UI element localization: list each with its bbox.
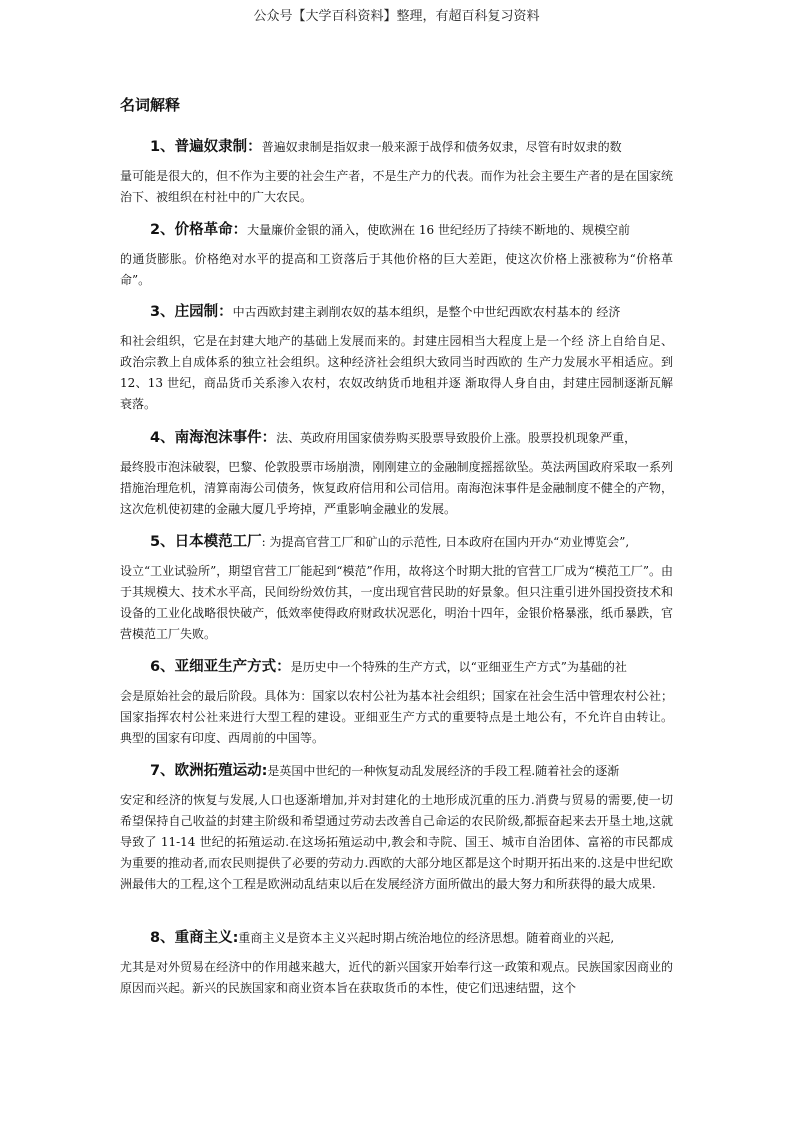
- entry-body: 和社会组织，它是在封建大地产的基础上发展而来的。封建庄园相当大程度上是一个经 济上自给自足、政治宗教上自成体系的独立社会组织。这种经济社会组织大致同当时西欧的 生产力发展水平相适应。到 12、13 世纪，商品货币关系渗入农村，农奴改纳货币地租并逐 渐取得人身自由，封建庄园制逐渐瓦解衰落。: [120, 334, 673, 411]
- entry-term: 2、价格革命：: [150, 222, 248, 238]
- entry-4: [120, 428, 673, 520]
- entry-term: 6、亚细亚生产方式：: [150, 659, 291, 675]
- entry-2: [120, 220, 673, 291]
- entry-3: [120, 302, 673, 415]
- entry-term: 4、南海泡沫事件：: [150, 430, 277, 446]
- entry-body: 设立“工业试验所”，期望官营工厂能起到“模范”作用，故将这个时期大批的官营工厂成为“模范工厂”。由于其规模大、技术水平高，民间纷纷效仿其，一度出现官营民助的好景象。但只注重引进外国投资技术和设备的工业化战略很快破产，低效率使得政府财政状况恶化，明治十四年，金银价格暴涨，纸币暴跌，官营模范工厂失败。: [120, 564, 673, 641]
- entry-body: 量可能是很大的，但不作为主要的社会生产者，不是生产力的代表。而作为社会主要生产者的是在国家统治下、被组织在村社中的广大农民。: [120, 169, 673, 204]
- entry-term: 7、欧洲拓殖运动:: [150, 763, 268, 779]
- entry-term: 5、日本模范工厂: [150, 534, 262, 550]
- section-title: 名词解释: [120, 96, 181, 114]
- entry-first-line: 是历史中一个特殊的生产方式，以“亚细亚生产方式”为基础的社: [290, 660, 627, 674]
- entry-first-line: 中古西欧封建主剥削农奴的基本组织，是整个中世纪西欧农村基本的 经济: [232, 305, 621, 319]
- entry-first-line: 普遍奴隶制是指奴隶一般来源于战俘和债务奴隶，尽管有时奴隶的数: [261, 140, 622, 154]
- entry-first-line: 大量廉价金银的涌入，使欧洲在 16 世纪经历了持续不断地的、规模空前: [247, 223, 630, 237]
- entry-body: 最终股市泡沫破裂，巴黎、伦敦股票市场崩溃，刚刚建立的金融制度摇摇欲坠。英法两国政府采取一系列措施治理危机，清算南海公司债务，恢复政府信用和公司信用。南海泡沫事件是金融制度不健全的产物，这次危机使初建的金融大厦几乎垮掉，严重影响金融业的发展。: [120, 460, 673, 516]
- entry-1: [120, 137, 673, 208]
- entry-8: [120, 928, 673, 999]
- entry-first-line: 是英国中世纪的一种恢复动乱发展经济的手段工程.随着社会的逐渐: [267, 764, 620, 778]
- entry-body: 会是原始社会的最后阶段。具体为：国家以农村公社为基本社会组织；国家在社会生活中管理农村公社；国家指挥农村公社来进行大型工程的建设。亚细亚生产方式的重要特点是土地公有，不允许自由转让。 典型的国家有印度、西周前的中国等。: [120, 689, 673, 745]
- entry-6: [120, 657, 673, 749]
- entry-term: 1、普遍奴隶制：: [150, 139, 262, 155]
- entry-body: 的通货膨胀。价格绝对水平的提高和工资落后于其他价格的巨大差距，使这次价格上涨被称为“价格革命”。: [120, 252, 673, 287]
- entry-body: 安定和经济的恢复与发展,人口也逐渐增加,并对封建化的土地形成沉重的压力.消费与贸易的需要,使一切希望保持自己收益的封建主阶级和希望通过劳动去改善自己命运的农民阶级,都振奋起来去开垦土地,这就导致了 11-14 世纪的拓殖运动.在这场拓殖运动中,教会和寺院、国王、城市自治团体、富裕的市民都成为重要的推动者,而农民则提供了必要的劳动力.西欧的大部分地区都是这个时期开拓出来的.这是中世纪欧洲最伟大的工程,这个工程是欧洲动乱结束以后在发展经济方面所做出的最大努力和所获得的最大成果.: [120, 793, 673, 891]
- entry-first-line: 重商主义是资本主义兴起时期占统治地位的经济思想。随着商业的兴起,: [238, 931, 615, 945]
- entry-7: [120, 761, 673, 895]
- entry-first-line: 法、英政府用国家债券购买股票导致股价上涨。股票投机现象严重，: [276, 431, 637, 445]
- entry-term: 3、庄园制：: [150, 304, 233, 320]
- entry-5: [120, 532, 673, 645]
- page-header: 公众号【大学百科资料】整理，有超百科复习资料: [253, 9, 540, 24]
- entry-first-line: : 为提高官营工厂和矿山的示范性, 日本政府在国内开办“劝业博览会”,: [261, 535, 630, 549]
- entry-term: 8、重商主义:: [150, 930, 239, 946]
- entry-body: 尤其是对外贸易在经济中的作用越来越大，近代的新兴国家开始奉行这一政策和观点。民族国家因商业的原因而兴起。新兴的民族国家和商业资本旨在获取货币的本性，使它们迅速结盟，这个: [120, 960, 673, 995]
